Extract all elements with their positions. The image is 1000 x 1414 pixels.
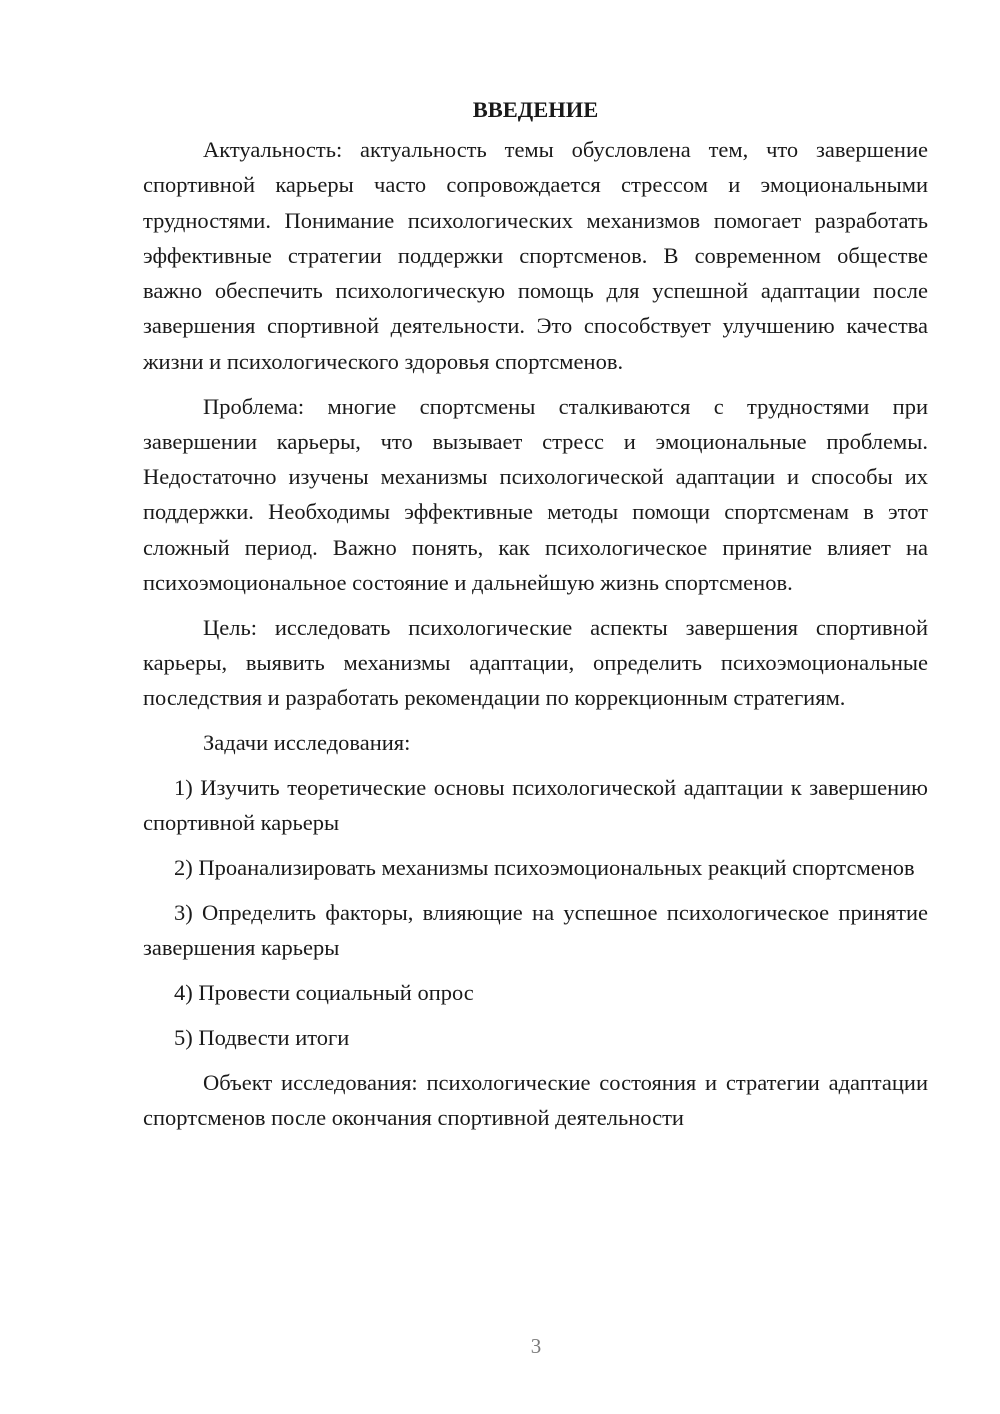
list-item: 4) Провести социальный опрос: [174, 980, 474, 1006]
paragraph-relevance: Актуальность: актуальность темы обусловлена тем, что завершение спортивной карьеры часто сопровождается стрессом и эмоциональными трудностями. Понимание психологических механизмов помогает разработать эффективные стратегии поддержки спортсменов. В современном обществе важно обеспечить психологическую помощь для успешной адаптации после завершения спортивной деятельности. Это способствует улучшению качества жизни и психологического здоровья спортсменов.: [143, 137, 928, 374]
list-item: 2) Проанализировать механизмы психоэмоциональных реакций спортсменов: [174, 855, 915, 881]
page-body: [143, 92, 928, 1145]
list-item: 3) Определить факторы, влияющие на успешное психологическое принятие завершения карьеры: [143, 899, 928, 961]
list-item: 1) Изучить теоретические основы психологической адаптации к завершению спортивной карьеры: [143, 775, 928, 836]
paragraph-problem: Проблема: многие спортсмены сталкиваются с трудностями при завершении карьеры, что вызывает стресс и эмоциональные проблемы. Недостаточно изучены механизмы психологической адаптации и способы их поддержки. Необходимы эффективные методы помощи спортсменам в этот сложный период. Важно понять, как психологическое принятие влияет на психоэмоциональное состояние и дальнейшую жизнь спортсменов.: [143, 393, 928, 596]
tasks-heading: Задачи исследования:: [203, 730, 411, 756]
tasks-list: [143, 770, 928, 1055]
paragraph-goal: Цель: исследовать психологические аспекты завершения спортивной карьеры, выявить механизмы адаптации, определить психоэмоциональные последствия и разработать рекомендации по коррекционным стратегиям.: [143, 614, 928, 711]
page-number: 3: [530, 1334, 542, 1358]
list-item: 5) Подвести итоги: [174, 1024, 350, 1050]
paragraph-object: Объект исследования: психологические состояния и стратегии адаптации спортсменов после окончания спортивной деятельности: [143, 1069, 928, 1130]
section-title: ВВЕДЕНИЕ: [472, 97, 599, 122]
